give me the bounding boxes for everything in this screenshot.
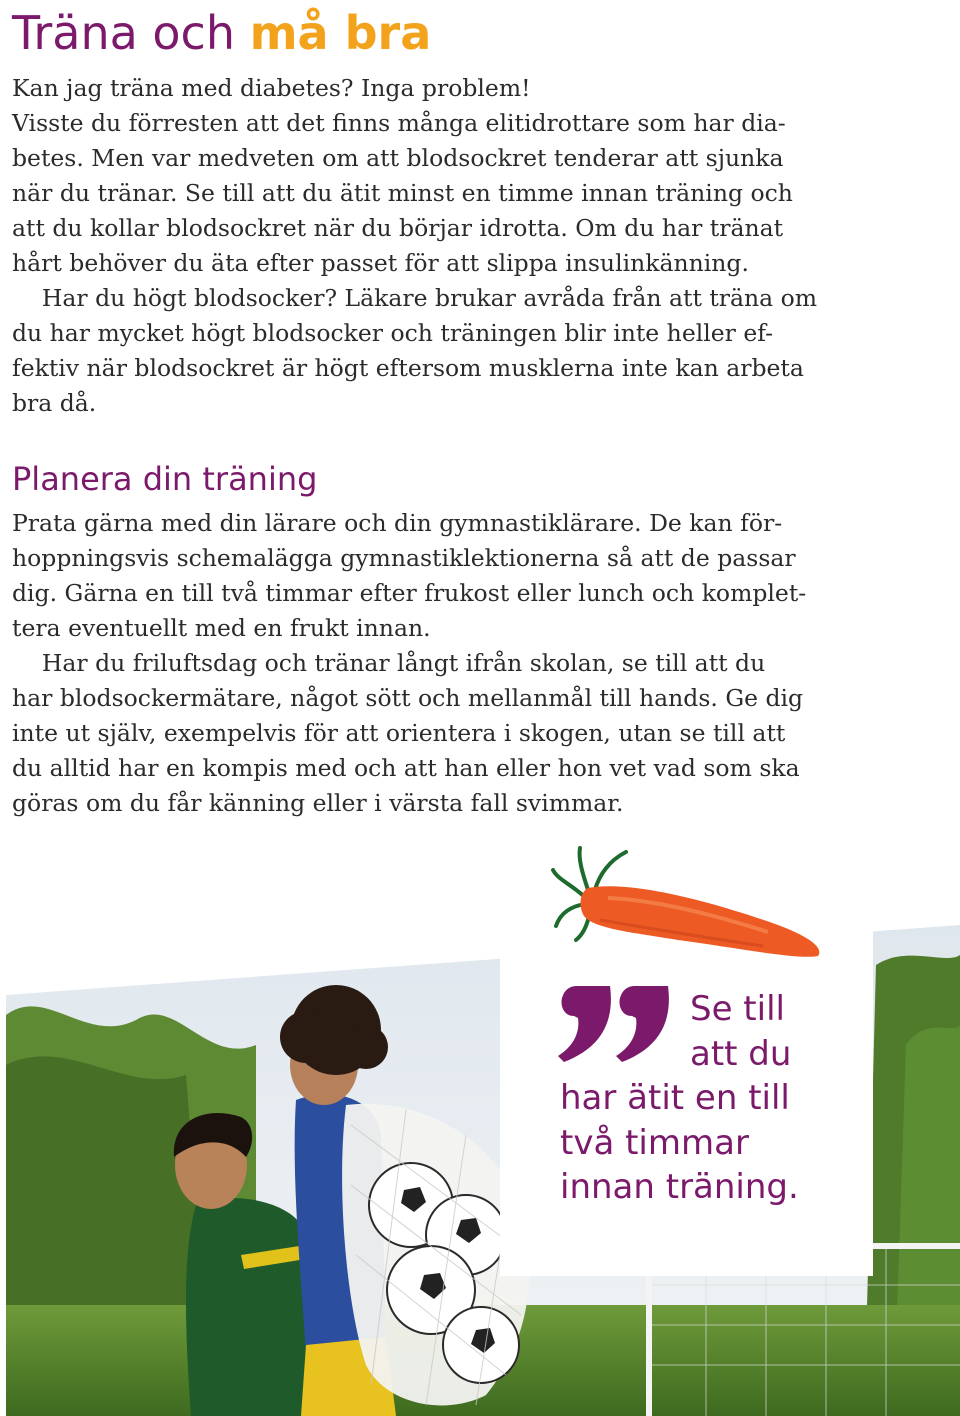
intro-line: fektiv när blodsockret är högt eftersom musklerna inte kan arbeta bbox=[12, 354, 804, 382]
quote-text bbox=[560, 987, 860, 1210]
section-line: du alltid har en kompis med och att han eller hon vet vad som ska bbox=[12, 754, 800, 782]
section-line: tera eventuellt med en frukt innan. bbox=[12, 614, 431, 642]
page-title bbox=[12, 4, 431, 62]
section-line: Prata gärna med din lärare och din gymnastiklärare. De kan för- bbox=[12, 509, 783, 537]
title-part-1: Träna och bbox=[12, 6, 250, 60]
intro-line: Har du högt blodsocker? Läkare brukar avråda från att träna om bbox=[12, 284, 818, 312]
section-line: inte ut själv, exempelvis för att orientera i skogen, utan se till att bbox=[12, 719, 786, 747]
quote-line: två timmar bbox=[560, 1122, 749, 1163]
intro-line: hårt behöver du äta efter passet för att slippa insulinkänning. bbox=[12, 249, 749, 277]
intro-line: bra då. bbox=[12, 389, 97, 417]
carrot-icon bbox=[548, 840, 828, 970]
section-line: göras om du får känning eller i värsta fall svimmar. bbox=[12, 789, 624, 817]
quote-line: innan träning. bbox=[560, 1167, 799, 1207]
section-heading: Planera din träning bbox=[12, 460, 318, 498]
intro-line: betes. Men var medveten om att blodsockret tenderar att sjunka bbox=[12, 144, 784, 172]
intro-line: Kan jag träna med diabetes? Inga problem! bbox=[12, 74, 531, 102]
quote-line: har ätit en till bbox=[560, 1078, 790, 1118]
section-line: hoppningsvis schemalägga gymnastiklektionerna så att de passar bbox=[12, 544, 796, 572]
intro-line: när du tränar. Se till att du ätit minst en timme innan träning och bbox=[12, 179, 793, 207]
section-line: Har du friluftsdag och tränar långt ifrån skolan, se till att du bbox=[12, 649, 766, 677]
title-part-2: må bra bbox=[249, 6, 432, 60]
quote-line: att du bbox=[690, 1033, 792, 1074]
intro-line: du har mycket högt blodsocker och träningen blir inte heller ef- bbox=[12, 319, 774, 347]
quote-line: Se till bbox=[690, 989, 785, 1029]
section-line: dig. Gärna en till två timmar efter frukost eller lunch och komplet- bbox=[12, 579, 807, 607]
intro-line: att du kollar blodsockret när du börjar idrotta. Om du har tränat bbox=[12, 214, 784, 242]
intro-line: Visste du förresten att det finns många elitidrottare som har dia- bbox=[12, 109, 786, 137]
section-line: har blodsockermätare, något sött och mellanmål till hands. Ge dig bbox=[12, 684, 804, 712]
